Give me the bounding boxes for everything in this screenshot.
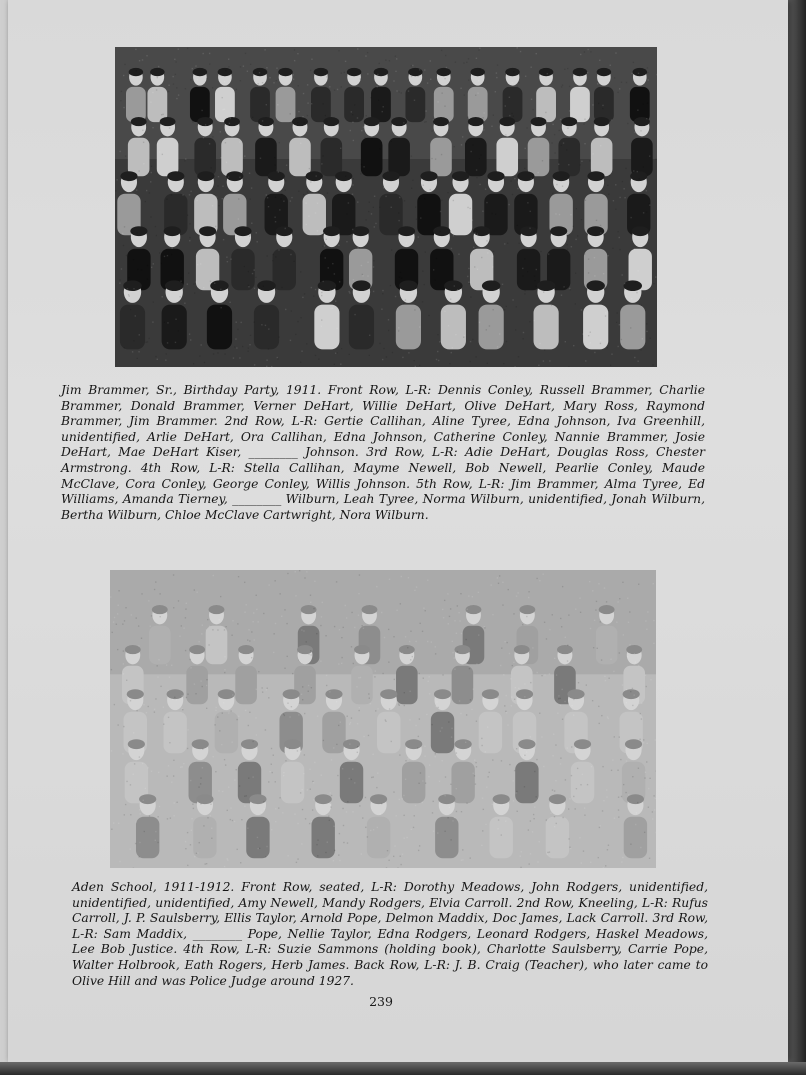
book-page [8,0,788,1062]
book-edge [0,1062,806,1075]
aden-school-photo-image [110,570,656,868]
page-number: 239 [369,994,393,1009]
birthday-party-photo-image [115,47,657,367]
birthday-party-caption: Jim Brammer, Sr., Birthday Party, 1911. Front Row, L-R: Dennis Conley, Russell Brammer, Charlie Brammer, Donald Brammer, Verner DeHart, Willie DeHart, Olive DeHart, Mary Ross, Raymond Brammer, Jim Brammer. 2nd Row, L-R: Gertie Callihan, Aline Tyree, Edna Johnson, Iva Greenhill, unidentified, Arlie DeHart, Ora Callihan, Edna Johnson, Catherine Conley, Nannie Brammer, Josie DeHart, Mae DeHart Kiser, ________ Johnson. 3rd Row, L-R: Adie DeHart, Douglas Ross, Chester Armstrong. 4th Row, L-R: Stella Callihan, Mayme Newell, Bob Newell, Pearlie Conley, Maude McClave, Cora Conley, George Conley, Willis Johnson. 5th Row, L-R: Jim Brammer, Alma Tyree, Ed Williams, Amanda Tierney, ________ Wilburn, Leah Tyree, Norma Wilburn, unidentified, Jonah Wilburn, Bertha Wilburn, Chloe McClave Cartwright, Nora Wilburn. [61,383,705,522]
birthday-party-photo [115,47,657,367]
aden-school-photo [110,570,656,868]
aden-school-caption: Aden School, 1911-1912. Front Row, seated, L-R: Dorothy Meadows, John Rodgers, unidentified, unidentified, unidentified, Amy Newell, Mandy Rodgers, Elvia Carroll. 2nd Row, Kneeling, L-R: Rufus Carroll, J. P. Saulsberry, Ellis Taylor, Arnold Pope, Delmon Maddix, Doc James, Lack Carroll. 3rd Row, L-R: Sam Maddix, ________ Pope, Nellie Taylor, Edna Rodgers, Leonard Rodgers, Haskel Meadows, Lee Bob Justice. 4th Row, L-R: Suzie Sammons (holding book), Charlotte Saulsberry, Carrie Pope, Walter Holbrook, Eath Rogers, Herb James. Back Row, L-R: J. B. Craig (Teacher), who later came to Olive Hill and was Police Judge around 1927. [72,880,708,988]
